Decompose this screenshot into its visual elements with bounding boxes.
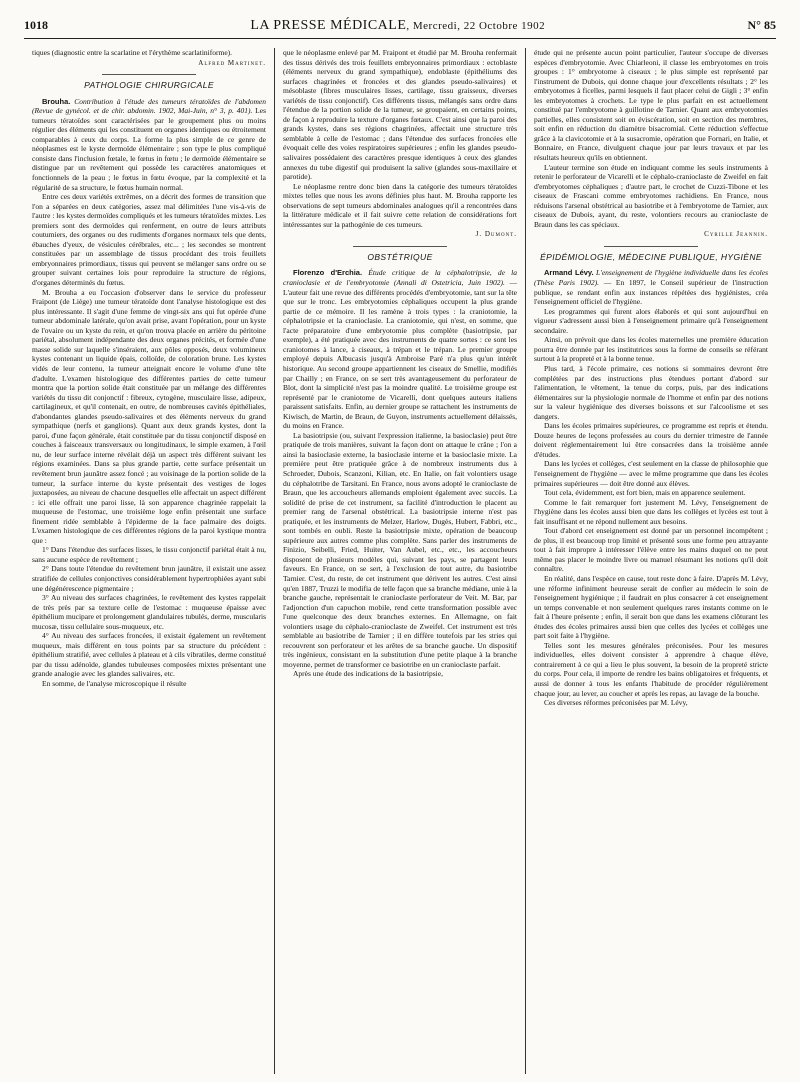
paragraph: Plus tard, à l'école primaire, ces notions si sommaires devront être complétées par des instructions plus étendues portant d'abord sur l'alimentation, le vêtement, la tenue du corps, puis, par des indications élémentaires sur la physiologie normale de l'homme et enfin par des notions sur la valeur hygiénique des diverses boissons et sur l'alcoolisme et ses dangers.: [534, 363, 768, 421]
paragraph-text: — En 1897, le Conseil supérieur de l'instruction publique, se rendant enfin aux instances répétées des hygiénistes, créa l'enseignement officiel de l'hygiène.: [534, 278, 769, 307]
paragraph: La basiotripsie (ou, suivant l'expression italienne, la basioclasie) peut être pratiquée de trois manières, suivant la façon dont on attaque le crâne ; l'on a ainsi la basioclasie externe, la basioclasie interne et la basioclasie mixte. La première peut être pratiquée grâce à de nombreux instruments dus à Schroeder, Dubois, Scanzoni, Kilian, etc. En Italie, on fait volontiers usage du céphalotribe de Tarsitani. En France, nous avons adopté le cranioclaste de Braun, que les accoucheurs allemands emploient également avec succès. La solidité de prise de cet instrument, sa facilité d'introduction le placent au premier rang de l'arsenal obstétrical. La basiotripsie interne n'est pas pratiquée, et les instruments de Melzer, Harlow, Dugès, Hubert, Fabbri, etc., sont tombés en oubli. Reste la basiotripsie mixte, opération de beaucoup supérieure aux autres comme plus complète. Sans parler des instruments de Finizio, Seibelli, Fried, Huiter, Van Aubel, etc., etc., les accoucheurs disposent de plusieurs modèles qui, suivant les pays, se partagent leurs faveurs. En France, on se sert, à l'exclusion de tout autre, du basiotribe Tarnier. C'est, du reste, de cet instrument que dérivent les autres. C'est ainsi qu'en 1887, Truzzi le modifia de telle façon que sa branche médiane, unie à la branche gauche, représentait le cranioclaste perforateur de Veit. M. Bar, par l'adjonction d'un capuchon mobile, rend cette transformation possible avec l'une quelconque des deux branches externes. En Allemagne, on fait volontiers usage du céphalo-cranioclaste de Zweifel. Cet instrument est très semblable au basiotribe de Tarnier ; il en diffère toutefois par les stries qui recouvrent son perforateur et les arêtes de sa branche gauche. Un dispositif très ingénieux, consistant en la substitution d'une petite plaque à la branche moyenne, permet de transformer ce basiotribe en un cranioclaste parfait.: [283, 430, 517, 669]
column-3: [525, 48, 776, 1074]
journal-name: LA PRESSE MÉDICALE: [250, 18, 407, 33]
paragraph: Ces diverses réformes préconisées par M. Lévy,: [544, 698, 688, 708]
page-number: 1018: [24, 18, 48, 32]
column-1: [24, 48, 274, 1074]
lead-author: Brouha.: [42, 96, 71, 106]
paragraph: Comme le fait remarquer fort justement M. Lévy, l'enseignement de l'hygiène dans les écoles aussi bien que dans les collèges et lycées est tout à fait insuffisant et ne répond nullement aux besoins.: [534, 497, 768, 526]
paragraph: Dans les écoles primaires supérieures, ce programme est repris et étendu. Douze heures de leçons professées au cours du dernier trimestre de l'année doivent réglementairement lui être consacrées dans la troisième année d'études.: [534, 421, 768, 459]
divider: [102, 74, 196, 75]
lead-author: Florenzo d'Erchia.: [293, 268, 363, 278]
paragraph: 4° Au niveau des surfaces froncées, il existait également un revêtement muqueux, mais différent en tous points par sa structure du précédent : épithélium stratifié, avec cellules à plateau et à cils vibratiles, derme constitué par du tissu adénoïde, glandes tubuleuses composées mixtes présentant une grande analogie avec les glandes salivaires, etc.: [32, 631, 266, 679]
paragraph-text: — L'auteur fait une revue des différents procédés d'embryotomie, tant sur la tête que sur le tronc. Les embryotomies céphaliques occupent la plus grande partie de ce mémoire. Il les ramène à trois types : la craniotomie, la céphalotripsie et la cranioclasie. La craniotomie, qui n'est, en somme, que l'acte préparatoire d'une embryotomie plus complète (basiotripsie, par exemple), a été pratiquée avec des instruments de quatre sortes : ce sont les craniotomes à lance, à ciseaux, à trépan et le trépan. Le premier groupe employé depuis Albucasis jusqu'à Ambroise Paré n'a plus qu'un intérêt historique. Au second groupe appartiennent les ciseaux de Smellie, modifiés par Chailly ; en France, on se sert très avantageusement du perforateur de Blot, dont la simplicité n'est pas la moindre qualité. Le troisième groupe est représenté par le craniotome de Vicarelli, dont quelques auteurs italiens paraissent satisfaits. Enfin, au dernier groupe se rattachent les instruments de Kiwisch, de Martin, de Braun, de Guyon, instruments actuellement délaissés, du moins en France.: [283, 278, 517, 431]
paragraph: Après une étude des indications de la basiotripsie,: [293, 669, 443, 679]
paragraph: L'auteur termine son étude en indiquant comme les seuls instruments à retenir le perforateur de Vicarelli et le céphalo-cranioclaste de Zweifel en fait d'embryotomes céphaliques ; d'autre part, le crochet de Cuzzi-Tibone et les ciseaux de Frascani comme embryotomes rachidiens. En France, nous réduisons l'arsenal obstétrical au basiotribe et à l'embryotome de Tarnier, aux ciseaux de Dubois, ayant, du reste, volontiers recours au cranioclaste de Braun dans les cas spéciaux.: [534, 162, 768, 229]
lead-title: Contribution à l'étude des tumeurs tératoïdes de l'abdomen (Revue de gynécol. et de chir. abdomin. 1902, Mai-Juin, n° 3, p. 401).: [32, 96, 267, 116]
divider: [604, 246, 698, 247]
page-header: [24, 18, 776, 39]
section-heading: PATHOLOGIE CHIRURGICALE: [84, 80, 214, 91]
article-lead: [534, 268, 768, 306]
paragraph-text: Les tumeurs tératoïdes sont caractérisées par le groupement plus ou moins régulier des éléments qui les constituent en organes identiques ou étroitement comparables à ceux du corps. La forme la plus simple de ce genre de néoplasmes est le kyste dermoïde élémentaire ; son type le plus compliqué consiste dans l'inclusion fœtale, le fœtus in fœtu ; le dermoïde élémentaire se distingue par un revêtement qui possède les caractères anatomiques et fonctionnels de la peau ; le fœtus in fœtu évoque, par la complexité et la régularité de sa structure, le fœtus humain normal.: [32, 106, 266, 192]
paragraph: Entre ces deux variétés extrêmes, on a décrit des formes de transition que l'on a séparées en deux catégories, assez mal délimitées l'une vis-à-vis de l'autre : les kystes dermoïdes compliqués et les tumeurs tératoïdes mixtes. Les premiers sont des dermoïdes qui renferment, en outre de leurs attributs coutumiers, des organes ou des rudiments d'organes normaux tels que dents, ébauches d'yeux, de vésicules cérébrales, etc... ; les secondes se montrent constituées par un assemblage de tissus procédant des trois feuillets embryonnaires primordiaux, tissus qui peuvent se mélanger sans ordre ou se grouper suivant certaines lois pour reproduire la structure de régions, d'organes déterminés du fœtus.: [32, 192, 266, 288]
article-columns: [24, 48, 776, 1074]
journal-title: [250, 18, 545, 34]
author-signature: Alfred Martinet.: [198, 58, 266, 67]
issue-date: , Mercredi, 22 Octobre 1902: [406, 20, 546, 32]
paragraph: 2° Dans toute l'étendue du revêtement brun jaunâtre, il existait une assez stratifiée de cellules conjonctives considérablement hypertrophiées ayant subi une dégénérescence pigmentaire ;: [32, 564, 266, 593]
paragraph: Le néoplasme rentre donc bien dans la catégorie des tumeurs tératoïdes mixtes telles que nous les avons définies plus haut. M. Brouha rapporte les observations de sept tumeurs abdominales analogues qu'il a rencontrées dans la littérature médicale et il fait suivre cette relation de considérations fort intéressantes sur la pathogénie de ces tumeurs.: [283, 181, 517, 229]
paragraph: Telles sont les mesures générales préconisées. Pour les mesures individuelles, elles doivent consister à apprendre à chaque élève, contrairement à ce qui a lieu le plus souvent, la besoin de la propreté stricte du corps. Pour cela, il importe de rendre les bains obligatoires et fréquents, et aussi de donner à tous les enfants l'habitude de procéder régulièrement chaque jour, au lever, au coucher et après les repas, au lavage de la bouche.: [534, 640, 768, 698]
paragraph: Tout d'abord cet enseignement est donné par un personnel incompétent ; de plus, il est beaucoup trop limité et présenté sous une forme peu attrayante tout à fait impropre à intéresser l'élève entre les mains duquel on ne peut même pas placer le moindre livre ou manuel résumant les notions qu'il doit connaître.: [534, 526, 768, 574]
paragraph: 3° Au niveau des surfaces chagrinées, le revêtement des kystes rappelait de très près par sa texture celle de l'estomac : muqueuse épaisse avec épithélium mucipare et prolongement glandulaires tubulés, derme, muscularis mucosæ, tissu cellulaire sous-muqueux, etc.: [32, 593, 266, 631]
paragraph: tiques (diagnostic entre la scarlatine et l'érythème scarlatiniforme).: [32, 48, 233, 57]
lead-title: Étude critique de la céphalotripsie, de la cranioclasie et de l'embryotomie (Annali di Ostetricia, Juin 1902).: [283, 268, 518, 288]
column-2: [274, 48, 525, 1074]
author-signature: Cyrille Jeannin.: [704, 230, 768, 239]
paragraph: M. Brouha a eu l'occasion d'observer dans le service du professeur Fraipont (de Liège) une tumeur tératoïde dont l'analyse histologique est des plus intéressante. Il s'agit d'une femme de vingt-six ans qui fut opérée d'une tumeur abdominale latérale, qu'on avait prise, avant l'opération, pour un kyste de l'ovaire ou un kyste du rein, et qu'on trouva placée en arrière du péritoine pariétal, absolument indépendante des deux organes précités, et formée d'une masse solide sur laquelle s'inséraient, aux pôles opposés, deux volumineux kystes contenant un liquide épais, colloïde, de coloration brune. Les kystes vidés de leur contenu, la tumeur atteignait encore le volume d'une tête d'adulte. L'examen histologique des différentes parties de cette tumeur montra que la portion solide était constituée par un mélange des différentes variétés du tissu dit conjonctif : fibreux, cytogène, musculaire lisse, adipeux, cartilagineux, et qu'il contenait, en outre, de nombreuses cavités épithéliales, d'abondantes glandes pseudo-salivaires et des éléments nerveux du grand sympathique (nerfs et ganglions). Quant aux deux grands kystes, dont la paroi, d'une façon générale, était constituée par du tissu conjonctif disposé en couches à faisceaux transversaux ou longitudinaux, le simple examen, à l'œil nu, de leur surface interne révélait déjà un aspect très différent suivant les régions examinées. Dans sa plus grande partie, cette surface présentait un revêtement brun jaunâtre assez foncé ; au voisinage de la portion solide de la tumeur, la surface interne du kyste présentait des vestiges de loges juxtaposées, au niveau de chacune desquelles elle affectait un aspect différent : ici elle offrait une paroi lisse, là son apparence chagrinée rappelait la muqueuse de l'estomac, une troisième loge enfin présentait une surface finement ridée semblable à l'épiderme de la face palmaire des doigts. L'examen histologique de ces différentes régions de la paroi kystique montra que :: [32, 287, 266, 545]
paragraph: Les programmes qui furent alors élaborés et qui sont aujourd'hui en vigueur s'adressent aussi bien à l'enseignement primaire qu'à l'enseignement secondaire.: [534, 306, 768, 335]
paragraph: En somme, de l'analyse microscopique il résulte: [42, 679, 187, 688]
paragraph: Dans les lycées et collèges, c'est seulement en la classe de philosophie que l'enseignement de l'hygiène — avec le même programme que dans les écoles primaires supérieures — doit être donné aux élèves.: [534, 459, 768, 488]
paragraph: En réalité, dans l'espèce en cause, tout reste donc à faire. D'après M. Lévy, une réforme infiniment heureuse serait de confier au médecin le soin de l'enseignement hygiénique ; il faudrait en plus consacrer à cet enseignement un temps convenable et non seulement quelques rares instants comme on le fait à l'heure présente ; enfin, il serait bon que dans les examens clôturant les études des écoles primaires aussi bien que celles des lycées et collèges une part soit faite à l'hygiène.: [534, 573, 768, 641]
paragraph: Tout cela, évidemment, est fort bien, mais en apparence seulement.: [544, 488, 746, 498]
article-lead: [283, 268, 517, 430]
author-signature: J. Dumont.: [475, 230, 517, 239]
section-heading: ÉPIDÉMIOLOGIE, MÉDECINE PUBLIQUE, HYGIÈNE: [540, 251, 762, 262]
paragraph: 1° Dans l'étendue des surfaces lisses, le tissu conjonctif pariétal était à nu, sans aucune espèce de revêtement ;: [32, 545, 266, 564]
section-heading: OBSTÉTRIQUE: [367, 251, 433, 262]
paragraph: étude qui ne présente aucun point particulier, l'auteur s'occupe de diverses espèces d'embryotomie. Avec Chiarleoni, il classe les embryotomes en trois groupes : 1° embryotome à ciseaux ; le plus simple est représenté par l'instrument de Dubois, qui donne chaque jour d'excellents résultats ; 2° les embryotomes à ficelles, parmi lesquels il faut placer celui de Gigli ; 3° enfin les embryotomes à crochets. Le type le plus parfait en est actuellement constitué par l'embryotome à guillotine de Tarnier. Quant aux embryotomies partielles, elles consistent soit en éviscération, soit en section des membres, soit enfin en réduction du diamètre bisacromial. Cette réduction s'effectue grâce à la clavicotomie et à la susacromie, opération que Fornari, en Italie, et Bonnaire, en France, divulguent chaque jour par leurs travaux et par les résultats heureux qu'ils en obtiennent.: [534, 48, 768, 163]
paragraph: Ainsi, on prévoit que dans les écoles maternelles une première éducation pourra être donnée par les institutrices sous la forme de conseils se référant surtout à la propreté et à la bonne tenue.: [534, 335, 768, 364]
paragraph: que le néoplasme enlevé par M. Fraipont et étudié par M. Brouha renfermait des tissus dérivés des trois feuillets embryonnaires primordiaux : ectoblaste (éléments nerveux du grand sympathique), endoblaste (épithéliums des surfaces chagrinées et froncées et des glandes pseudo-salivaires) et mésoblaste (fibres musculaires lisses, cartilage, tissu graisseux, diverses variétés de tissu conjonctif). Ces différents tissus, mélangés sans ordre dans l'étendue de la portion solide de la tumeur, se groupaient, en certains points, de façon à reproduire la texture d'organes fœtaux. C'est ainsi que la paroi des grands kystes, dans ses régions chagrinées, affectait une structure très semblable à celle de l'estomac ; dans l'étendue des surfaces froncées elle évoquait celle des voies respiratoires supérieures ; enfin les glandes pseudo-salivaires possédaient des caractères presque identiques à ceux des glandes annexes du tube digestif qui produisent la salive (glandes sous-maxillaire et parotide).: [283, 48, 517, 182]
article-lead: [32, 97, 266, 192]
lead-title: L'enseignement de l'hygiène individuelle dans les écoles (Thèse Paris 1902).: [534, 268, 768, 288]
issue-number: N° 85: [747, 18, 776, 32]
lead-author: Armand Lévy.: [544, 268, 594, 278]
divider: [353, 246, 447, 247]
